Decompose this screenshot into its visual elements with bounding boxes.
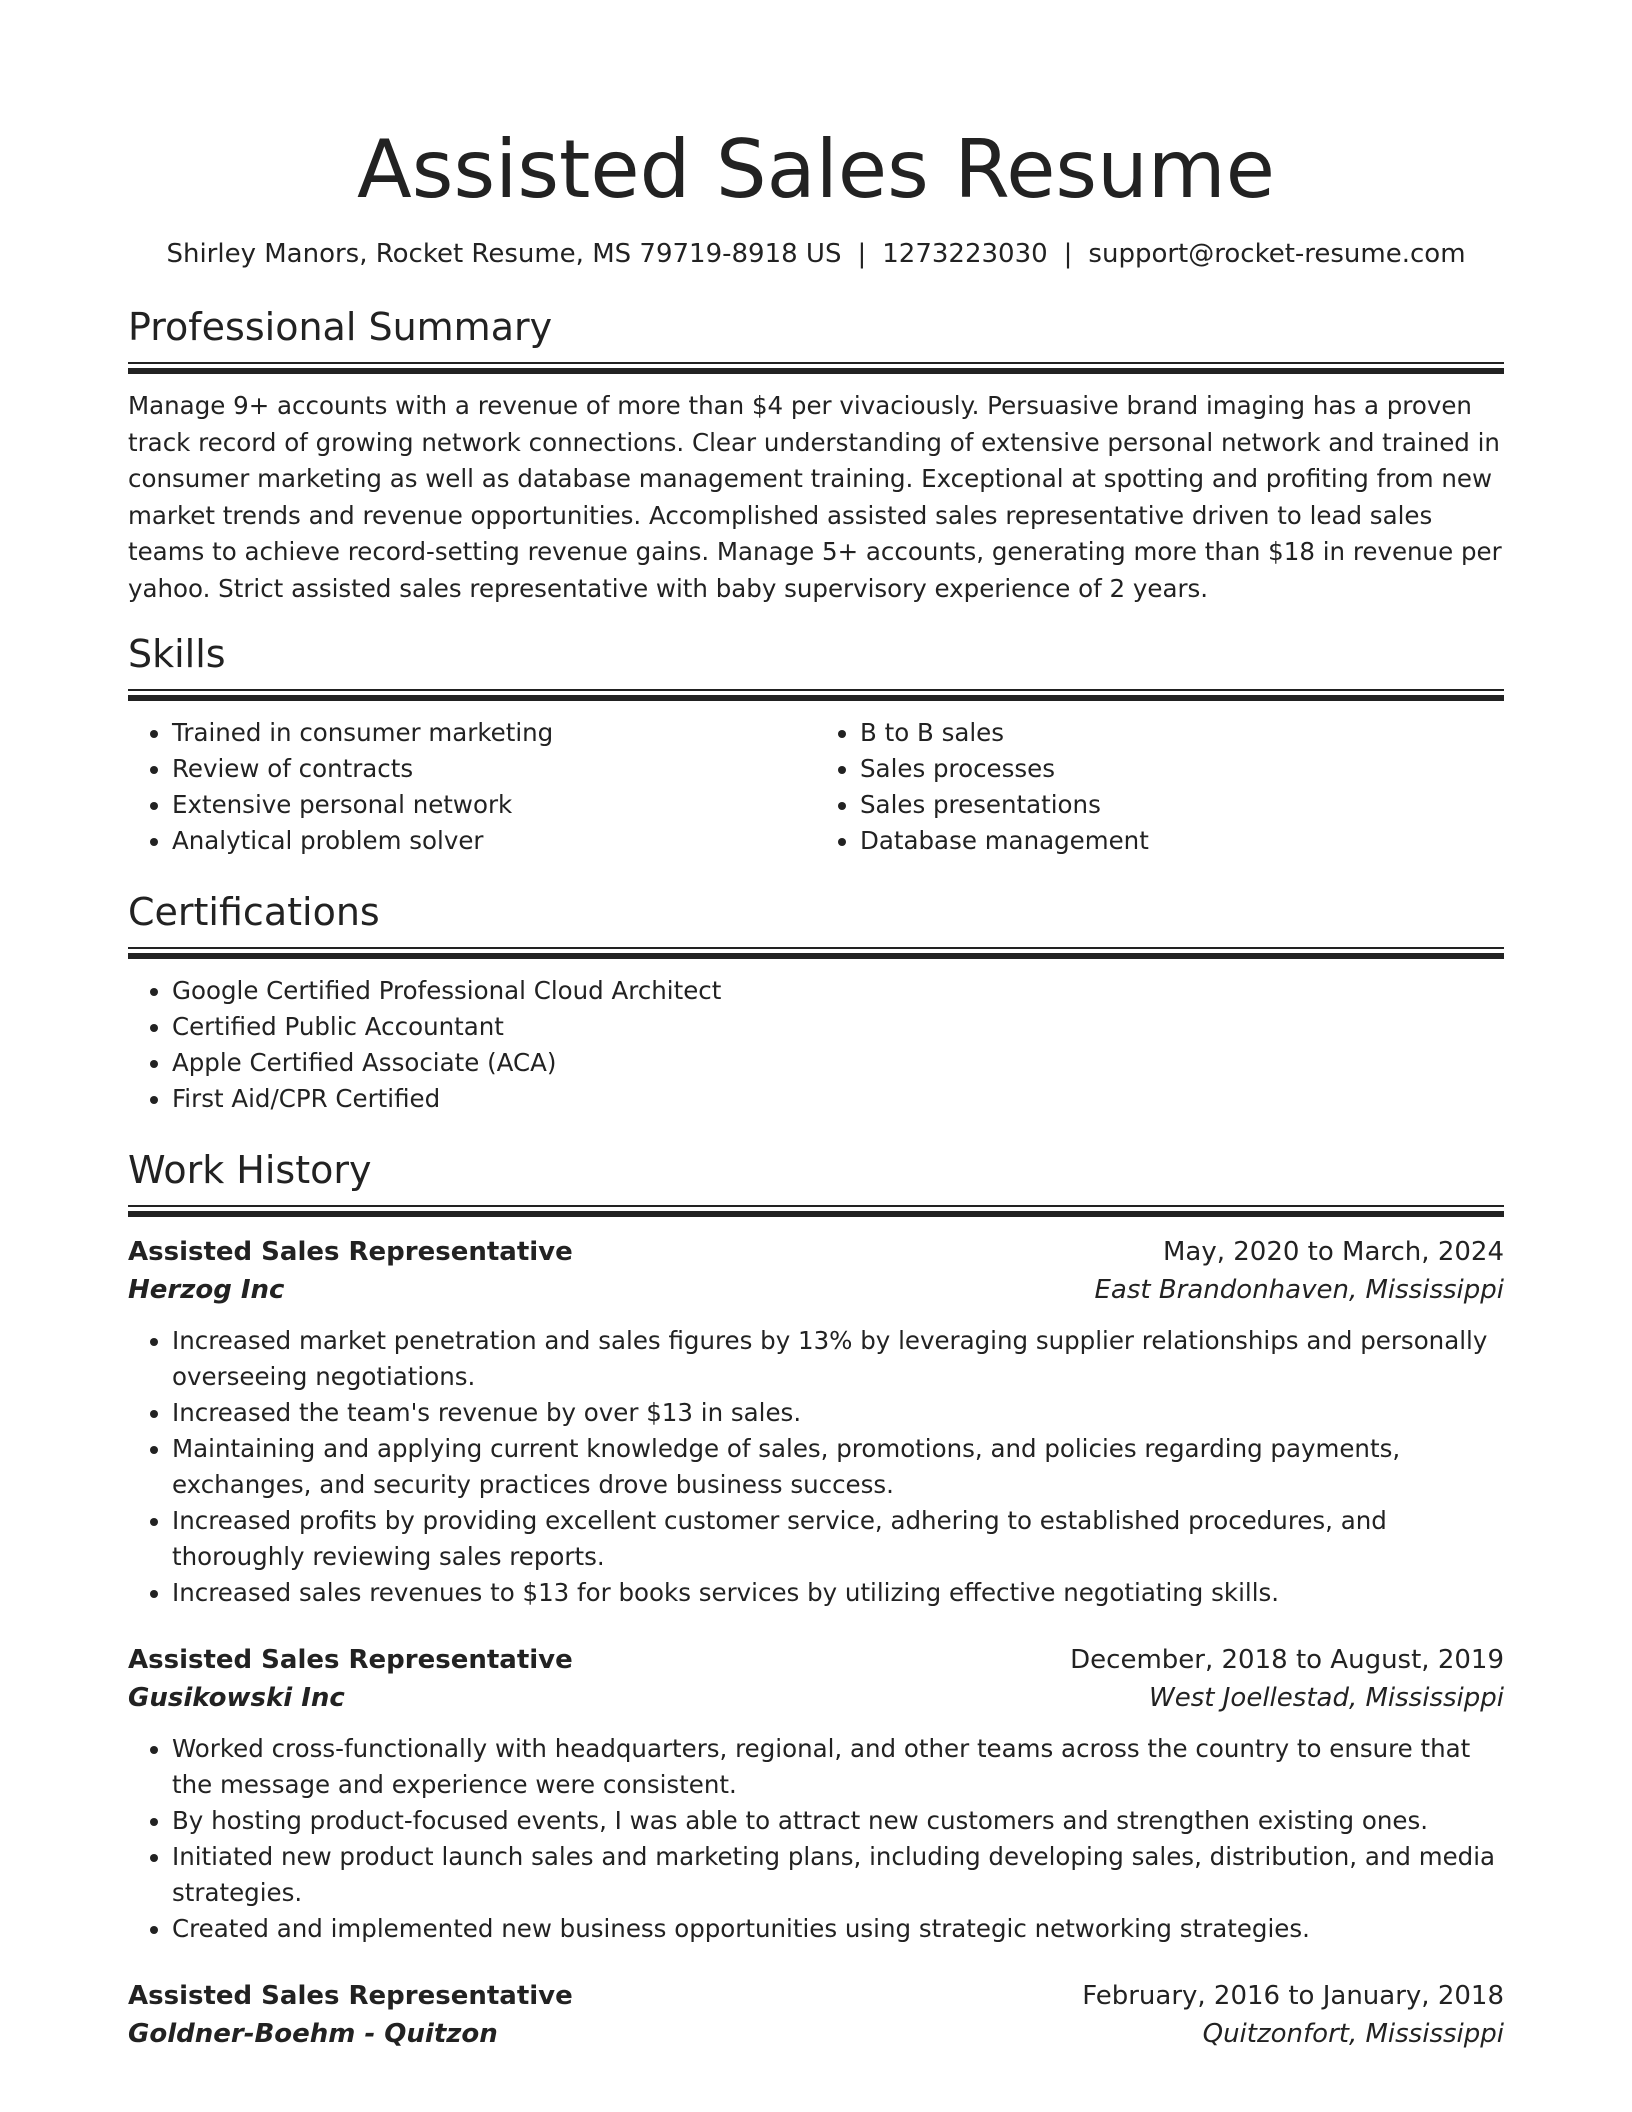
- job-subheader-row: [128, 2015, 1504, 2053]
- certifications-section: [128, 889, 1504, 1117]
- list-item: • Increased profits by providing excellent customer service, adhering to established procedures, and thoroughly reviewing sales reports.: [172, 1503, 1504, 1575]
- list-item: • Maintaining and applying current knowledge of sales, promotions, and policies regarding payments, exchanges, and security practices drove business success.: [172, 1431, 1504, 1503]
- contact-address: Shirley Manors, Rocket Resume, MS 79719-8918 US: [166, 239, 842, 269]
- skills-list-right: [816, 715, 1504, 859]
- list-item: • Extensive personal network: [172, 787, 816, 823]
- job-dates: May, 2020 to March, 2024: [1162, 1237, 1504, 1267]
- job-dates: December, 2018 to August, 2019: [1070, 1645, 1504, 1675]
- summary-heading: Professional Summary: [128, 305, 553, 349]
- job-title: Assisted Sales Representative: [128, 1237, 573, 1267]
- resume-title: Assisted Sales Resume: [357, 123, 1275, 216]
- section-divider: [128, 362, 1504, 374]
- skills-heading: Skills: [128, 632, 226, 676]
- job-subheader-row: [128, 1271, 1504, 1309]
- contact-phone: 1273223030: [882, 239, 1048, 269]
- job-header-row: [128, 1233, 1504, 1271]
- list-item: • Review of contracts: [172, 751, 816, 787]
- contact-email[interactable]: support@rocket-resume.com: [1088, 239, 1466, 269]
- skills-columns: [128, 701, 1504, 859]
- section-divider: [128, 689, 1504, 701]
- list-item: • By hosting product-focused events, I was able to attract new customers and strengthen existing ones.: [172, 1803, 1504, 1839]
- contact-line: [128, 236, 1504, 272]
- list-item: • B to B sales: [860, 715, 1504, 751]
- list-item: • Sales processes: [860, 751, 1504, 787]
- list-item: • Increased the team's revenue by over $13 in sales.: [172, 1395, 1504, 1431]
- list-item: • Database management: [860, 823, 1504, 859]
- list-item: • Increased market penetration and sales figures by 13% by leveraging supplier relationships and personally overseeing negotiations.: [172, 1323, 1504, 1395]
- section-divider: [128, 947, 1504, 959]
- summary-section: [128, 304, 1504, 607]
- list-item: • First Aid/CPR Certified: [172, 1081, 1504, 1117]
- skills-list-left: [128, 715, 816, 859]
- summary-text: Manage 9+ accounts with a revenue of more than $4 per vivaciously. Persuasive brand imaging has a proven track record of growing network connections. Clear understanding of extensive personal network and trained in consumer marketing as well as database management training. Exceptional at spotting and profiting from new market trends and revenue opportunities. Accomplished assisted sales representative driven to lead sales teams to achieve record-setting revenue gains. Manage 5+ accounts, generating more than $18 in revenue per yahoo. Strict assisted sales representative with baby supervisory experience of 2 years.: [128, 391, 1502, 603]
- list-item: • Apple Certified Associate (ACA): [172, 1045, 1504, 1081]
- job-company: Herzog Inc: [128, 1275, 285, 1305]
- job-title: Assisted Sales Representative: [128, 1981, 573, 2011]
- job-entry: [128, 1233, 1504, 1611]
- work-history-section: [128, 1147, 1504, 2053]
- job-dates: February, 2016 to January, 2018: [1082, 1981, 1504, 2011]
- job-company: Goldner-Boehm - Quitzon: [128, 2019, 498, 2049]
- job-location: East Brandonhaven, Mississippi: [1094, 1275, 1504, 1305]
- list-item: • Sales presentations: [860, 787, 1504, 823]
- certifications-list: [128, 973, 1504, 1117]
- contact-separator: |: [1063, 239, 1073, 269]
- job-entry: [128, 1977, 1504, 2053]
- job-company: Gusikowski Inc: [128, 1683, 345, 1713]
- job-header-row: [128, 1641, 1504, 1679]
- job-title: Assisted Sales Representative: [128, 1645, 573, 1675]
- job-location: West Joellestad, Mississippi: [1149, 1683, 1504, 1713]
- job-location: Quitzonfort, Mississippi: [1202, 2019, 1504, 2049]
- job-subheader-row: [128, 1679, 1504, 1717]
- work-history-heading: Work History: [128, 1148, 372, 1192]
- list-item: • Trained in consumer marketing: [172, 715, 816, 751]
- certifications-heading: Certifications: [128, 890, 380, 934]
- list-item: • Initiated new product launch sales and marketing plans, including developing sales, distribution, and media strategies.: [172, 1839, 1504, 1911]
- list-item: • Google Certified Professional Cloud Architect: [172, 973, 1504, 1009]
- contact-separator: |: [857, 239, 867, 269]
- list-item: • Increased sales revenues to $13 for books services by utilizing effective negotiating skills.: [172, 1575, 1504, 1611]
- job-bullets: [128, 1731, 1504, 1947]
- job-header-row: [128, 1977, 1504, 2015]
- list-item: • Worked cross-functionally with headquarters, regional, and other teams across the country to ensure that the message and experience were consistent.: [172, 1731, 1504, 1803]
- job-bullets: [128, 1323, 1504, 1611]
- skills-section: [128, 631, 1504, 859]
- job-entry: [128, 1641, 1504, 1947]
- list-item: • Certified Public Accountant: [172, 1009, 1504, 1045]
- list-item: • Created and implemented new business opportunities using strategic networking strategies.: [172, 1911, 1504, 1947]
- section-divider: [128, 1205, 1504, 1217]
- list-item: • Analytical problem solver: [172, 823, 816, 859]
